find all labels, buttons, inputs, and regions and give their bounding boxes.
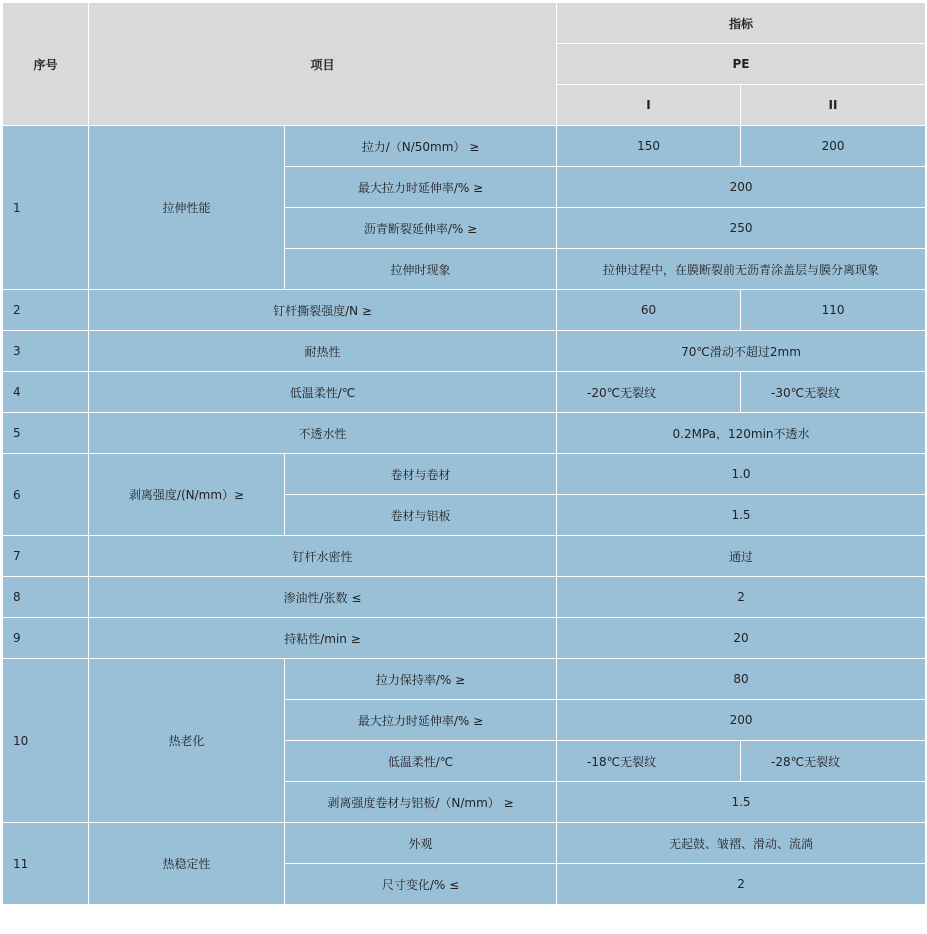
table-row xyxy=(3,126,926,167)
spec-table xyxy=(2,2,926,905)
header-grade-1: I xyxy=(557,85,741,126)
row-label: 钉杆水密性 xyxy=(89,536,557,577)
table-row xyxy=(3,659,926,700)
table-row xyxy=(3,454,926,495)
row-group: 拉伸性能 xyxy=(89,126,285,290)
row-value: 250 xyxy=(557,208,926,249)
row-value: 2 xyxy=(557,864,926,905)
row-label: 钉杆撕裂强度/N ≥ xyxy=(89,290,557,331)
row-label: 低温柔性/℃ xyxy=(285,741,557,782)
row-value: 80 xyxy=(557,659,926,700)
row-label: 剥离强度卷材与铝板/（N/mm） ≥ xyxy=(285,782,557,823)
header-grade-2: II xyxy=(741,85,926,126)
row-label: 外观 xyxy=(285,823,557,864)
row-index: 1 xyxy=(3,126,89,290)
row-value: -18℃无裂纹 xyxy=(557,741,741,782)
row-value: 拉伸过程中，在膜断裂前无沥青涂盖层与膜分离现象 xyxy=(557,249,926,290)
row-value: 2 xyxy=(557,577,926,618)
header-material: PE xyxy=(557,44,926,85)
row-value: 200 xyxy=(741,126,926,167)
row-group: 热稳定性 xyxy=(89,823,285,905)
row-label: 卷材与铝板 xyxy=(285,495,557,536)
row-label: 沥青断裂延伸率/% ≥ xyxy=(285,208,557,249)
row-value: 1.0 xyxy=(557,454,926,495)
table-row xyxy=(3,413,926,454)
row-value: 通过 xyxy=(557,536,926,577)
header-item: 项目 xyxy=(89,3,557,126)
row-label: 低温柔性/℃ xyxy=(89,372,557,413)
row-value: 0.2MPa，120min不透水 xyxy=(557,413,926,454)
table-row xyxy=(3,372,926,413)
row-value: 无起鼓、皱褶、滑动、流淌 xyxy=(557,823,926,864)
row-index: 5 xyxy=(3,413,89,454)
table-row xyxy=(3,536,926,577)
row-value: 60 xyxy=(557,290,741,331)
header-indicator: 指标 xyxy=(557,3,926,44)
row-index: 8 xyxy=(3,577,89,618)
table-row xyxy=(3,823,926,864)
row-label: 拉力保持率/% ≥ xyxy=(285,659,557,700)
row-index: 4 xyxy=(3,372,89,413)
row-value: -20℃无裂纹 xyxy=(557,372,741,413)
row-index: 2 xyxy=(3,290,89,331)
row-label: 卷材与卷材 xyxy=(285,454,557,495)
row-index: 9 xyxy=(3,618,89,659)
row-group: 剥离强度/(N/mm）≥ xyxy=(89,454,285,536)
row-value: 1.5 xyxy=(557,782,926,823)
row-index: 6 xyxy=(3,454,89,536)
row-label: 耐热性 xyxy=(89,331,557,372)
row-index: 11 xyxy=(3,823,89,905)
row-value: 1.5 xyxy=(557,495,926,536)
row-index: 3 xyxy=(3,331,89,372)
row-value: 110 xyxy=(741,290,926,331)
row-label: 拉伸时现象 xyxy=(285,249,557,290)
row-value: 20 xyxy=(557,618,926,659)
row-label: 不透水性 xyxy=(89,413,557,454)
row-value: 150 xyxy=(557,126,741,167)
row-group: 热老化 xyxy=(89,659,285,823)
row-index: 7 xyxy=(3,536,89,577)
table-row xyxy=(3,331,926,372)
row-value: 200 xyxy=(557,167,926,208)
table-row xyxy=(3,618,926,659)
row-index: 10 xyxy=(3,659,89,823)
row-value: -30℃无裂纹 xyxy=(741,372,926,413)
row-label: 尺寸变化/% ≤ xyxy=(285,864,557,905)
row-value: -28℃无裂纹 xyxy=(741,741,926,782)
table-row xyxy=(3,290,926,331)
row-value: 200 xyxy=(557,700,926,741)
row-label: 拉力/（N/50mm） ≥ xyxy=(285,126,557,167)
row-value: 70℃滑动不超过2mm xyxy=(557,331,926,372)
row-label: 持粘性/min ≥ xyxy=(89,618,557,659)
row-label: 最大拉力时延伸率/% ≥ xyxy=(285,700,557,741)
row-label: 最大拉力时延伸率/% ≥ xyxy=(285,167,557,208)
header-index: 序号 xyxy=(3,3,89,126)
table-row xyxy=(3,577,926,618)
row-label: 渗油性/张数 ≤ xyxy=(89,577,557,618)
